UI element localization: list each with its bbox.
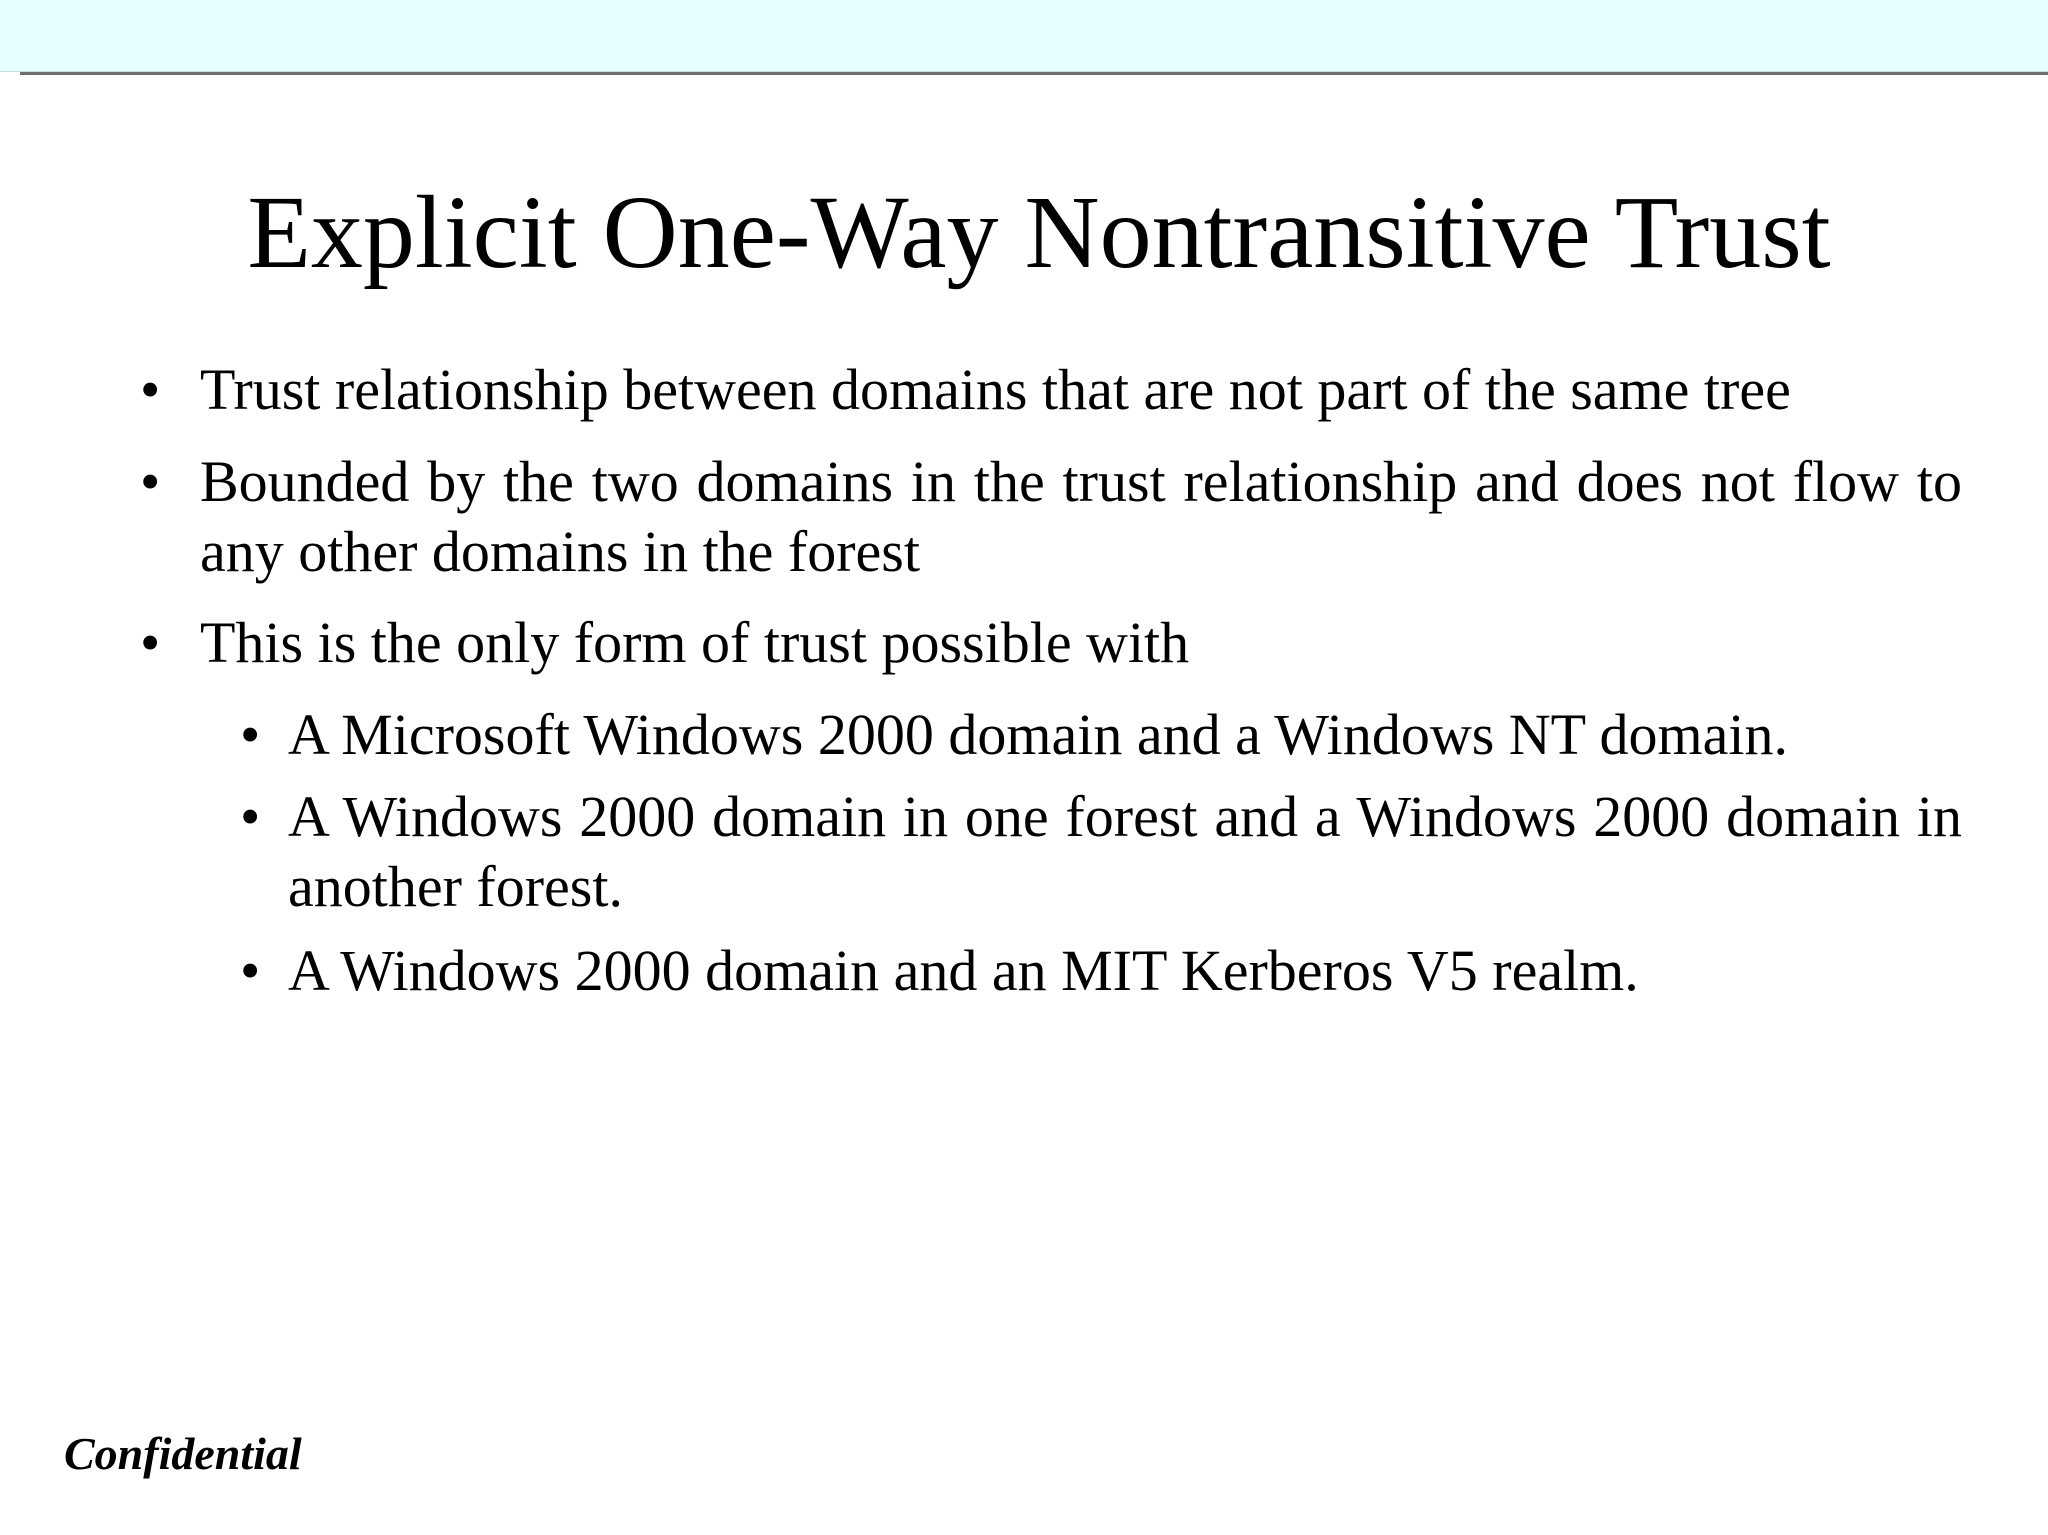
bullet-text: A Microsoft Windows 2000 domain and a Windows NT domain. bbox=[288, 702, 1789, 767]
bullet-text: A Windows 2000 domain and an MIT Kerberos V5 realm. bbox=[288, 938, 1639, 1003]
bullet-marker: • bbox=[240, 702, 261, 767]
bullet-text: This is the only form of trust possible with bbox=[200, 610, 1190, 675]
bullet-marker: • bbox=[240, 938, 261, 1003]
bullet-text: A Windows 2000 domain in one forest and a Windows 2000 domain in another forest. bbox=[288, 784, 1962, 919]
bullet-marker: • bbox=[240, 784, 261, 849]
bullet-text: Bounded by the two domains in the trust relationship and does not flow to any other domains in the forest bbox=[200, 449, 1962, 584]
bullet-marker: • bbox=[140, 449, 161, 514]
confidential-label: Confidential bbox=[64, 1428, 302, 1479]
bullet-text: Trust relationship between domains that are not part of the same tree bbox=[200, 357, 1791, 422]
bullet-marker: • bbox=[140, 610, 161, 675]
slide-title: Explicit One-Way Nontransitive Trust bbox=[247, 175, 1831, 290]
bullet-marker: • bbox=[140, 357, 161, 422]
